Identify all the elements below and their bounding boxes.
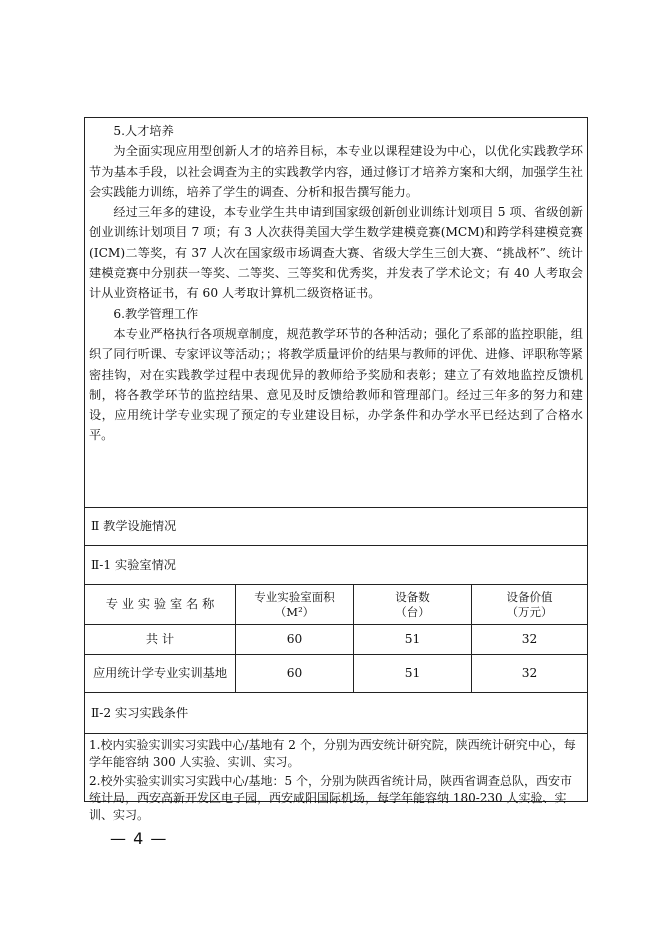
header-equipment [353, 585, 471, 624]
header-area-label: 专业实验室面积 [254, 589, 335, 604]
header-area [235, 585, 353, 624]
section5-paragraph-2: 经过三年多的建设，本专业学生共申请到国家级创新创业训练计划项目 5 项、省级创新创业训练计划项目 7 项；有 3 人次获得美国大学生数学建模竞赛(MCM)和跨学科建模竞赛(ICM)二等奖，有 37 人次在国家级市场调查大赛、省级大学生三创大赛、“挑战杯”、统计建模竞赛中分别获一等奖、二等奖、三等奖和优秀奖，并发表了学术论文；有 40 人考取会计从业资格证书，有 60 人考取计算机二级资格证书。 [89, 205, 583, 301]
header-value-unit: （万元） [506, 604, 553, 619]
section6-paragraph-1: 本专业严格执行各项规章制度，规范教学环节的各种活动；强化了系部的监控职能，组织了同行听课、专家评议等活动；；将教学质量评价的结果与教师的评优、进修、评职称等紧密挂钩，对在实践教学过程中表现优异的教师给予奖励和表彰；建立了有效地监控反馈机制，将各教学环节的监控结果、意见及时反馈给教师和管理部门。经过三年多的努力和建设，应用统计学专业实现了预定的专业建设目标，办学条件和办学水平已经达到了合格水平。 [89, 326, 583, 443]
page-number: — 4 — [110, 829, 168, 848]
document-frame [84, 117, 588, 822]
practice-conditions [85, 735, 587, 826]
header-value-label: 设备价值 [506, 589, 553, 604]
row-total-equipment: 51 [353, 625, 471, 654]
header-equipment-label: 设备数 [395, 589, 430, 604]
section5-paragraph-1: 为全面实现应用型创新人才的培养目标，本专业以课程建设为中心，以优化实践教学环节为基本手段，以社会调查为主的实践教学内容，通过修订才培养方案和大纲，加强学生社会实践能力训练，培养了学生的调查、分析和报告撰写能力。 [89, 144, 583, 199]
table-row [85, 625, 587, 655]
row-total-name: 共 计 [145, 632, 175, 646]
row-base-equipment: 51 [353, 655, 471, 692]
facilities-title: Ⅱ 教学设施情况 [91, 519, 177, 533]
section6-heading: 6.教学管理工作 [113, 306, 199, 321]
practice-item-1: 1.校内实验实训实习实践中心/基地有 2 个，分别为西安统计研究院，陕西统计研究中心，每学年能容纳 300 人实验、实训、实习。 [89, 738, 576, 769]
lab-title-row [85, 546, 587, 585]
header-equipment-unit: （台） [395, 604, 430, 619]
lab-table-header [85, 585, 587, 625]
lab-title: Ⅱ-1 实验室情况 [91, 558, 176, 572]
practice-title-row [85, 693, 587, 734]
practice-title: Ⅱ-2 实习实践条件 [91, 706, 189, 720]
header-area-unit: （M²） [274, 604, 315, 619]
row-base-name: 应用统计学专业实训基地 [92, 666, 228, 680]
row-base-value: 32 [471, 655, 587, 692]
row-base-area: 60 [235, 655, 353, 692]
row-total-area: 60 [235, 625, 353, 654]
header-value [471, 585, 587, 624]
header-name: 专 业 实 验 室 名 称 [105, 597, 215, 611]
practice-item-2: 2.校外实验实训实习实践中心/基地：5 个，分别为陕西省统计局，陕西省调查总队，西安市统计局，西安高新开发区电子园，西安咸阳国际机场，每学年能容纳 180-230 人实验、实训、实习。 [89, 774, 572, 822]
narrative-cell [85, 118, 587, 508]
section5-heading: 5.人才培养 [113, 124, 174, 138]
row-total-value: 32 [471, 625, 587, 654]
facilities-title-row [85, 508, 587, 546]
table-row [85, 655, 587, 693]
